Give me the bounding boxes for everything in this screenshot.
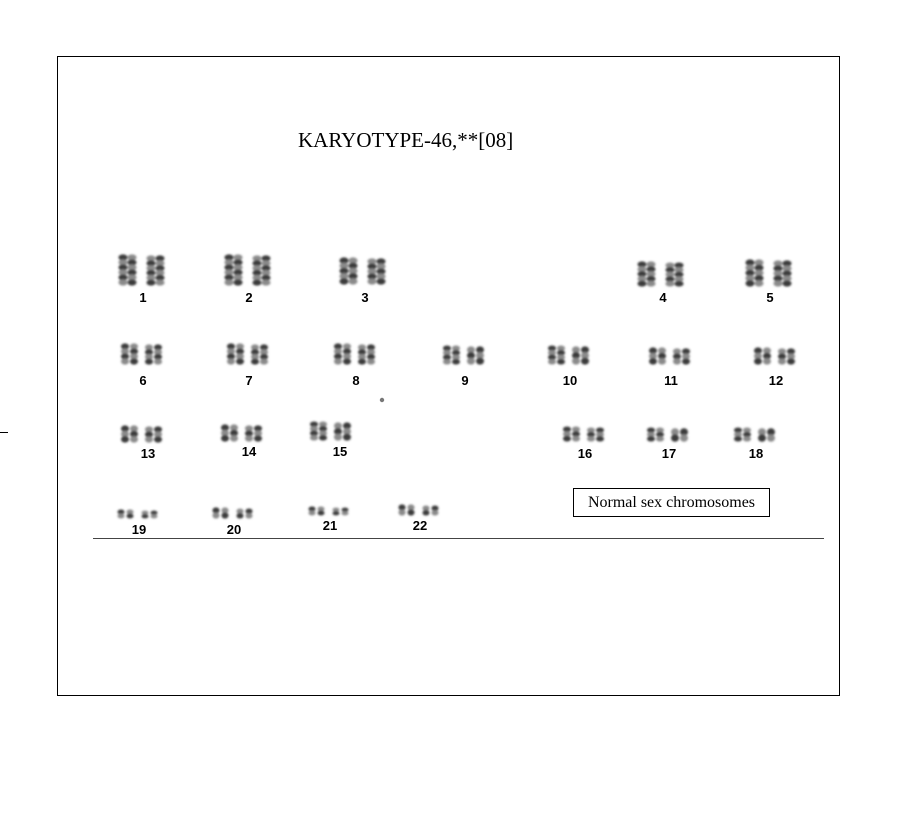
chromosome-pair-21 xyxy=(309,507,349,516)
chromosome-pair-7 xyxy=(227,343,268,364)
chromosome-label-18: 18 xyxy=(748,446,764,461)
chromosome-label-3: 3 xyxy=(361,290,369,305)
sex-chromosomes-note: Normal sex chromosomes xyxy=(573,488,770,517)
chromosome-label-14: 14 xyxy=(241,444,257,459)
chromosome-pair-3 xyxy=(340,257,386,284)
chromosome-pair-14 xyxy=(221,424,262,441)
chromosome-pair-11 xyxy=(649,347,690,364)
chromosome-label-1: 1 xyxy=(139,290,147,305)
chromosome-pair-13 xyxy=(121,425,162,442)
chromosome-label-16: 16 xyxy=(577,446,593,461)
chromosome-pair-19 xyxy=(118,510,158,519)
chromosome-label-21: 21 xyxy=(322,518,338,533)
karyotype-title-text: KARYOTYPE-46,**[08] xyxy=(298,128,514,152)
chromosome-pair-6 xyxy=(121,343,162,364)
karyogram-baseline xyxy=(93,538,824,539)
chromosome-pair-17 xyxy=(647,427,688,441)
chromosome-pair-22 xyxy=(399,504,439,515)
stray-dot xyxy=(380,398,384,402)
chromosome-label-20: 20 xyxy=(226,522,242,537)
chromosome-label-6: 6 xyxy=(139,373,147,388)
chromosome-pair-10 xyxy=(548,345,589,364)
chromosome-pair-4 xyxy=(638,261,684,286)
chromosome-label-12: 12 xyxy=(768,373,784,388)
chromosome-label-11: 11 xyxy=(664,373,678,388)
chromosome-pair-18 xyxy=(734,427,775,441)
chromosome-pair-20 xyxy=(213,507,253,518)
chromosome-pair-15 xyxy=(310,421,351,440)
chromosome-pair-8 xyxy=(334,343,375,364)
chromosome-pair-16 xyxy=(563,426,604,441)
chromosome-label-19: 19 xyxy=(131,522,147,537)
chromosome-label-17: 17 xyxy=(661,446,677,461)
chromosome-label-13: 13 xyxy=(140,446,156,461)
chromosome-label-5: 5 xyxy=(766,290,774,305)
chromosome-label-4: 4 xyxy=(659,290,667,305)
chromosome-label-8: 8 xyxy=(352,373,360,388)
chromosome-label-10: 10 xyxy=(562,373,578,388)
chromosome-pair-9 xyxy=(443,345,484,364)
chromosome-label-7: 7 xyxy=(245,373,253,388)
chromosome-label-2: 2 xyxy=(245,290,253,305)
chromosome-pair-2 xyxy=(225,254,271,285)
chromosome-pair-1 xyxy=(119,254,165,285)
chromosome-label-22: 22 xyxy=(412,518,428,533)
chromosome-pair-12 xyxy=(754,347,795,364)
chromosome-pair-5 xyxy=(746,259,792,286)
chromosome-label-15: 15 xyxy=(332,444,348,459)
chromosome-label-9: 9 xyxy=(461,373,469,388)
